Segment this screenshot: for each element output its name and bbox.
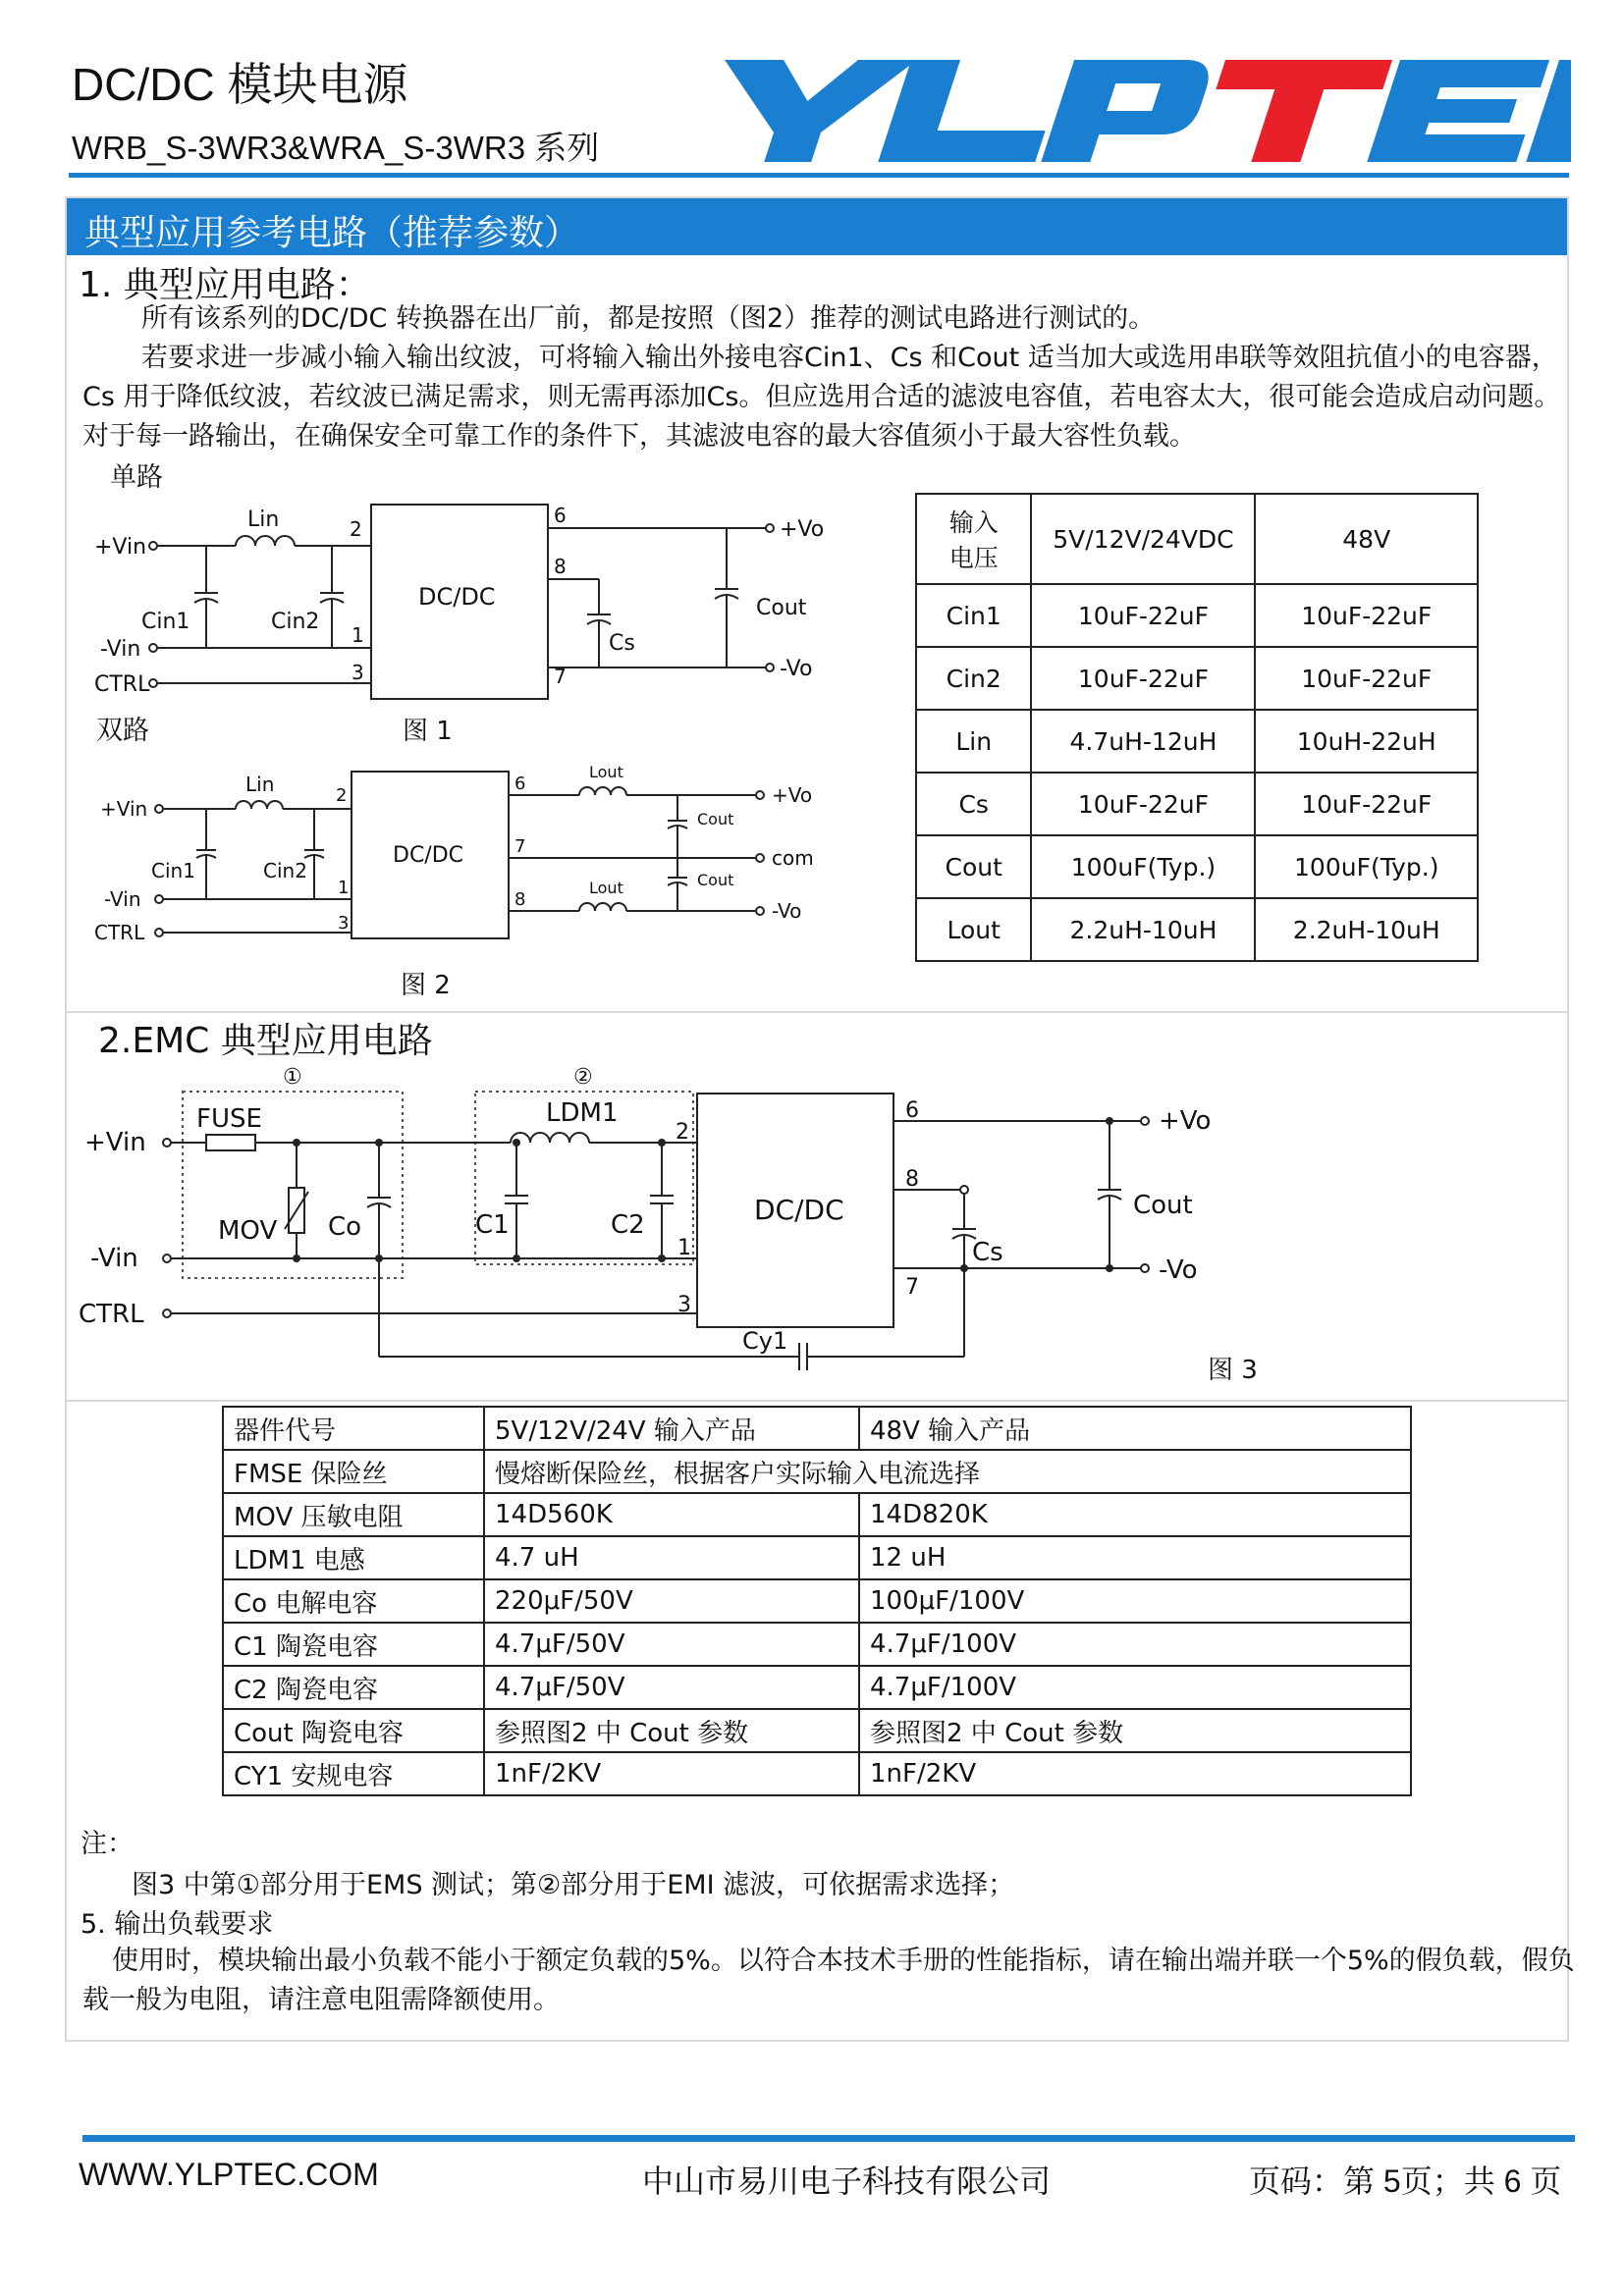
table-row [223, 1709, 1411, 1752]
table-cell: 器件代号 [223, 1407, 484, 1450]
table-cell: 4.7 uH [484, 1536, 859, 1579]
fig2-lout-bottom: Lout [589, 879, 623, 897]
output-load-text: 使用时，模块输出最小负载不能小于额定负载的5%。以符合本技术手册的性能指标，请在输出端并联一个5%的假负载，假负载一般为电阻，请注意电阻需降额使用。 [82, 1946, 1575, 2015]
fig2-vo-plus: +Vo [772, 783, 813, 807]
table-row [223, 1493, 1411, 1536]
fig3-pin-2: 2 [676, 1120, 689, 1145]
fig1-pin-2: 2 [350, 517, 362, 541]
fig2-com: com [772, 846, 814, 870]
table-row [916, 835, 1478, 898]
fig3-co: Co [328, 1212, 362, 1242]
table-cell: 1nF/2KV [484, 1752, 859, 1795]
fig1-cout: Cout [756, 596, 807, 620]
table-cell: 12 uH [859, 1536, 1411, 1579]
table-row [223, 1450, 1411, 1493]
fig1-cs: Cs [609, 631, 635, 656]
table-cell: Co 电解电容 [223, 1579, 484, 1623]
table-cell: 10uF-22uF [1255, 584, 1478, 647]
table-cell: Lout [916, 898, 1031, 961]
fig3-ldm1: LDM1 [546, 1098, 619, 1128]
table-cell: LDM1 电感 [223, 1536, 484, 1579]
fig2-cout-bottom: Cout [697, 871, 734, 889]
table-cell: 14D560K [484, 1493, 859, 1536]
table-cell: 48V 输入产品 [859, 1407, 1411, 1450]
footer-page-number: 页码：第 5页；共 6 页 [1249, 2163, 1562, 2199]
fig1-pin-1: 1 [352, 623, 364, 647]
note-1: 图3 中第①部分用于EMS 测试；第②部分用于EMI 滤波，可依据需求选择； [132, 1870, 1015, 1900]
fig2-pin-8: 8 [514, 889, 526, 910]
table-row [916, 647, 1478, 710]
table-cell: C2 陶瓷电容 [223, 1666, 484, 1709]
fig3-pin-6: 6 [905, 1098, 919, 1123]
fig1-lin: Lin [247, 507, 280, 532]
fig2-pin-2: 2 [336, 785, 348, 806]
table-cell: 4.7μF/100V [859, 1623, 1411, 1666]
fig1-ctrl: CTRL [94, 672, 150, 697]
table-cell: 4.7μF/100V [859, 1666, 1411, 1709]
table-row [223, 1579, 1411, 1623]
table-cell: 2.2uH-10uH [1255, 898, 1478, 961]
table-cell: Lin [916, 710, 1031, 773]
table-cell: Cout 陶瓷电容 [223, 1709, 484, 1752]
table-row [916, 773, 1478, 835]
emc-components-table [222, 1406, 1412, 1796]
fig3-zone1-marker: ① [283, 1065, 302, 1090]
doc-subtitle: WRB_S-3WR3&WRA_S-3WR3 系列 [72, 130, 600, 166]
fig1-pin-7: 7 [554, 665, 567, 688]
fig3-pin-3: 3 [677, 1293, 691, 1317]
param-table-header-48v: 48V [1255, 494, 1478, 584]
fig2-vin-plus: +Vin [100, 797, 148, 821]
table-cell: 4.7uH-12uH [1031, 710, 1255, 773]
fig3-c1: C1 [475, 1210, 510, 1240]
section-divider-2 [67, 1400, 1567, 1402]
table-cell: 参照图2 中 Cout 参数 [859, 1709, 1411, 1752]
recommended-params-table [915, 493, 1479, 962]
fig1-pin-8: 8 [554, 555, 567, 578]
fig2-pin-7: 7 [514, 836, 526, 857]
fig2-pin-6: 6 [514, 774, 526, 794]
table-row [223, 1666, 1411, 1709]
table-cell: MOV 压敏电阻 [223, 1493, 484, 1536]
footer-company: 中山市易川电子科技有限公司 [642, 2163, 1052, 2199]
fig2-pin-3: 3 [338, 913, 350, 934]
table-cell: CY1 安规电容 [223, 1752, 484, 1795]
fig2-pin-1: 1 [338, 878, 350, 898]
param-header-line1: 输入 [948, 508, 999, 537]
section-title-bar [67, 198, 1567, 255]
output-load-heading: 5. 输出负载要求 [81, 1909, 274, 1940]
fig3-vin-plus: +Vin [84, 1128, 146, 1157]
fig1-vin-minus: -Vin [100, 637, 141, 662]
table-cell: Cs [916, 773, 1031, 835]
table-cell: 220μF/50V [484, 1579, 859, 1623]
table-cell: 10uF-22uF [1031, 584, 1255, 647]
fig1-vin-plus: +Vin [94, 535, 147, 560]
table-cell: 2.2uH-10uH [1031, 898, 1255, 961]
single-output-label: 单路 [110, 462, 163, 493]
figure-3-caption: 图 3 [1208, 1356, 1258, 1385]
part1-heading: 1. 典型应用电路： [79, 265, 371, 305]
fig2-cout-top: Cout [697, 810, 734, 828]
fig3-cs: Cs [972, 1238, 1003, 1267]
fig1-cin1: Cin1 [141, 610, 190, 634]
fig3-pin-7: 7 [905, 1275, 919, 1300]
table-cell: Cout [916, 835, 1031, 898]
table-row [916, 584, 1478, 647]
table-cell: 4.7μF/50V [484, 1666, 859, 1709]
fig3-c2: C2 [611, 1210, 645, 1240]
table-row [223, 1623, 1411, 1666]
table-cell: 10uF-22uF [1255, 647, 1478, 710]
fig2-vo-minus: -Vo [772, 899, 802, 923]
fig1-cin2: Cin2 [271, 610, 320, 634]
table-row [223, 1407, 1411, 1450]
fig2-lout-top: Lout [589, 763, 623, 781]
param-table-header-low: 5V/12V/24VDC [1031, 494, 1255, 584]
table-cell: 10uF-22uF [1255, 773, 1478, 835]
table-cell: Cin1 [916, 584, 1031, 647]
table-cell: 5V/12V/24V 输入产品 [484, 1407, 859, 1450]
fig3-fuse: FUSE [196, 1104, 262, 1134]
doc-title: DC/DC 模块电源 [72, 59, 408, 110]
header-rule [69, 173, 1569, 178]
fig3-ctrl: CTRL [79, 1300, 144, 1329]
figure-3-emc-circuit [69, 1052, 1247, 1396]
table-cell: 100uF(Typ.) [1031, 835, 1255, 898]
figure-1-circuit [88, 491, 835, 766]
table-cell: 参照图2 中 Cout 参数 [484, 1709, 859, 1752]
table-cell: 100uF(Typ.) [1255, 835, 1478, 898]
fig1-dcdc-block: DC/DC [418, 583, 496, 611]
param-table-header-input [916, 494, 1031, 584]
fig2-cin1: Cin1 [151, 859, 195, 882]
fig3-cy1: Cy1 [742, 1327, 788, 1355]
fig3-pin-1: 1 [677, 1236, 691, 1260]
figure-2-circuit [88, 756, 835, 962]
fig1-vo-minus: -Vo [780, 657, 813, 681]
table-cell: FMSE 保险丝 [223, 1450, 484, 1493]
fig2-lin: Lin [245, 773, 275, 796]
fig3-cout: Cout [1133, 1191, 1193, 1220]
notes-label: 注： [81, 1829, 134, 1859]
part2-heading: 2.EMC 典型应用电路 [98, 1021, 433, 1061]
figure-2-caption: 图 2 [401, 971, 451, 1000]
table-cell: C1 陶瓷电容 [223, 1623, 484, 1666]
part1-para1: 所有该系列的DC/DC 转换器在出厂前，都是按照（图2）推荐的测试电路进行测试的。 [141, 303, 1156, 334]
table-cell: 4.7μF/50V [484, 1623, 859, 1666]
fig1-pin-3: 3 [352, 661, 364, 684]
table-cell: 10uH-22uH [1255, 710, 1478, 773]
table-cell: Cin2 [916, 647, 1031, 710]
fig3-vin-minus: -Vin [90, 1244, 138, 1273]
fig2-cin2: Cin2 [263, 859, 307, 882]
table-cell: 10uF-22uF [1031, 773, 1255, 835]
param-header-line2: 电压 [948, 544, 999, 572]
fig3-mov: MOV [218, 1216, 278, 1246]
table-cell: 10uF-22uF [1031, 647, 1255, 710]
table-cell: 1nF/2KV [859, 1752, 1411, 1795]
part1-para2: 若要求进一步减小输入输出纹波，可将输入输出外接电容Cin1、Cs 和Cout 适当加大或选用串联等效阻抗值小的电容器，Cs 用于降低纹波，若纹波已满足需求，则无需再添加Cs。但应选用合适的滤波电容值，若电容太大，很可能会造成启动问题。对于每一路输出，在确保安全可靠工作的条件下，其滤波电容的最大容值须小于最大容性负载。 [82, 343, 1561, 452]
table-cell: 14D820K [859, 1493, 1411, 1536]
fig2-ctrl: CTRL [94, 921, 145, 944]
fig1-pin-6: 6 [554, 504, 567, 527]
fig2-dcdc-block: DC/DC [393, 843, 464, 868]
fig3-vo-plus: +Vo [1159, 1106, 1212, 1136]
table-row [916, 898, 1478, 961]
footer-website[interactable]: WWW.YLPTEC.COM [79, 2157, 379, 2192]
section-title: 典型应用参考电路（推荐参数） [84, 213, 580, 253]
fig3-dcdc-block: DC/DC [754, 1194, 844, 1226]
fig3-pin-8: 8 [905, 1167, 919, 1192]
fig3-zone2-marker: ② [573, 1065, 593, 1090]
dual-output-label: 双路 [96, 716, 149, 746]
table-row [223, 1752, 1411, 1795]
table-cell: 慢熔断保险丝，根据客户实际输入电流选择 [484, 1450, 1411, 1493]
figure-1-caption: 图 1 [403, 717, 453, 746]
fig1-vo-plus: +Vo [780, 517, 825, 542]
table-row [223, 1536, 1411, 1579]
fig2-vin-minus: -Vin [104, 887, 141, 911]
table-cell: 100μF/100V [859, 1579, 1411, 1623]
fig3-vo-minus: -Vo [1159, 1255, 1198, 1285]
footer-rule [82, 2135, 1575, 2142]
table-row [916, 710, 1478, 773]
ylptec-logo [687, 54, 1571, 167]
